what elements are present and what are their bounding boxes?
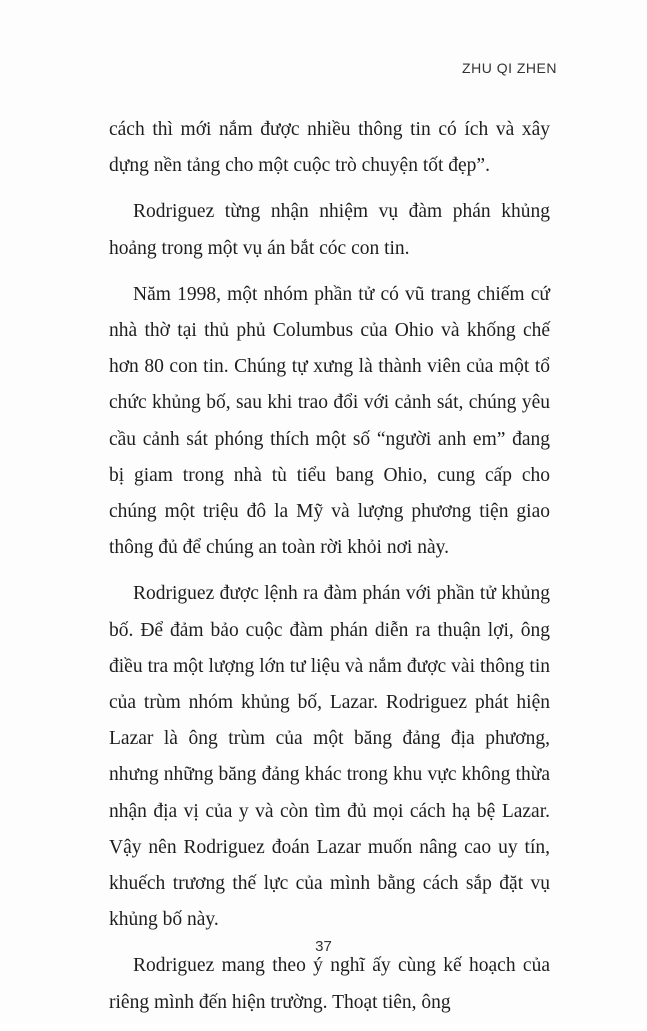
paragraph: Rodriguez từng nhận nhiệm vụ đàm phán khủng hoảng trong một vụ án bắt cóc con tin.	[109, 201, 550, 259]
paragraph-continued: cách thì mới nắm được nhiều thông tin có ích và xây dựng nền tảng cho một cuộc trò chuyện tốt đẹp”.	[109, 119, 550, 177]
paragraph: Rodriguez mang theo ý nghĩ ấy cùng kế hoạch của riêng mình đến hiện trường. Thoạt tiên, ông	[109, 955, 550, 1013]
paragraph: Năm 1998, một nhóm phần tử có vũ trang chiếm cứ nhà thờ tại thủ phủ Columbus của Ohio và khống chế hơn 80 con tin. Chúng tự xưng là thành viên của một tổ chức khủng bố, sau khi trao đổi với cảnh sát, chúng yêu cầu cảnh sát phóng thích một số “người anh em” đang bị giam trong nhà tù tiểu bang Ohio, cung cấp cho chúng một triệu đô la Mỹ và lượng phương tiện giao thông đủ để chúng an toàn rời khỏi nơi này.	[109, 283, 550, 559]
body-text	[109, 112, 550, 1031]
running-head: ZHU QI ZHEN	[462, 60, 557, 76]
page-number: 37	[315, 938, 332, 955]
paragraph: Rodriguez được lệnh ra đàm phán với phần tử khủng bố. Để đảm bảo cuộc đàm phán diễn ra thuận lợi, ông điều tra một lượng lớn tư liệu và nắm được vài thông tin của trùm nhóm khủng bố, Lazar. Rodriguez phát hiện Lazar là ông trùm của một băng đảng địa phương, nhưng những băng đảng khác trong khu vực không thừa nhận địa vị của y và còn tìm đủ mọi cách hạ bệ Lazar. Vậy nên Rodriguez đoán Lazar muốn nâng cao uy tín, khuếch trương thế lực của mình bằng cách sắp đặt vụ khủng bố này.	[109, 583, 550, 931]
